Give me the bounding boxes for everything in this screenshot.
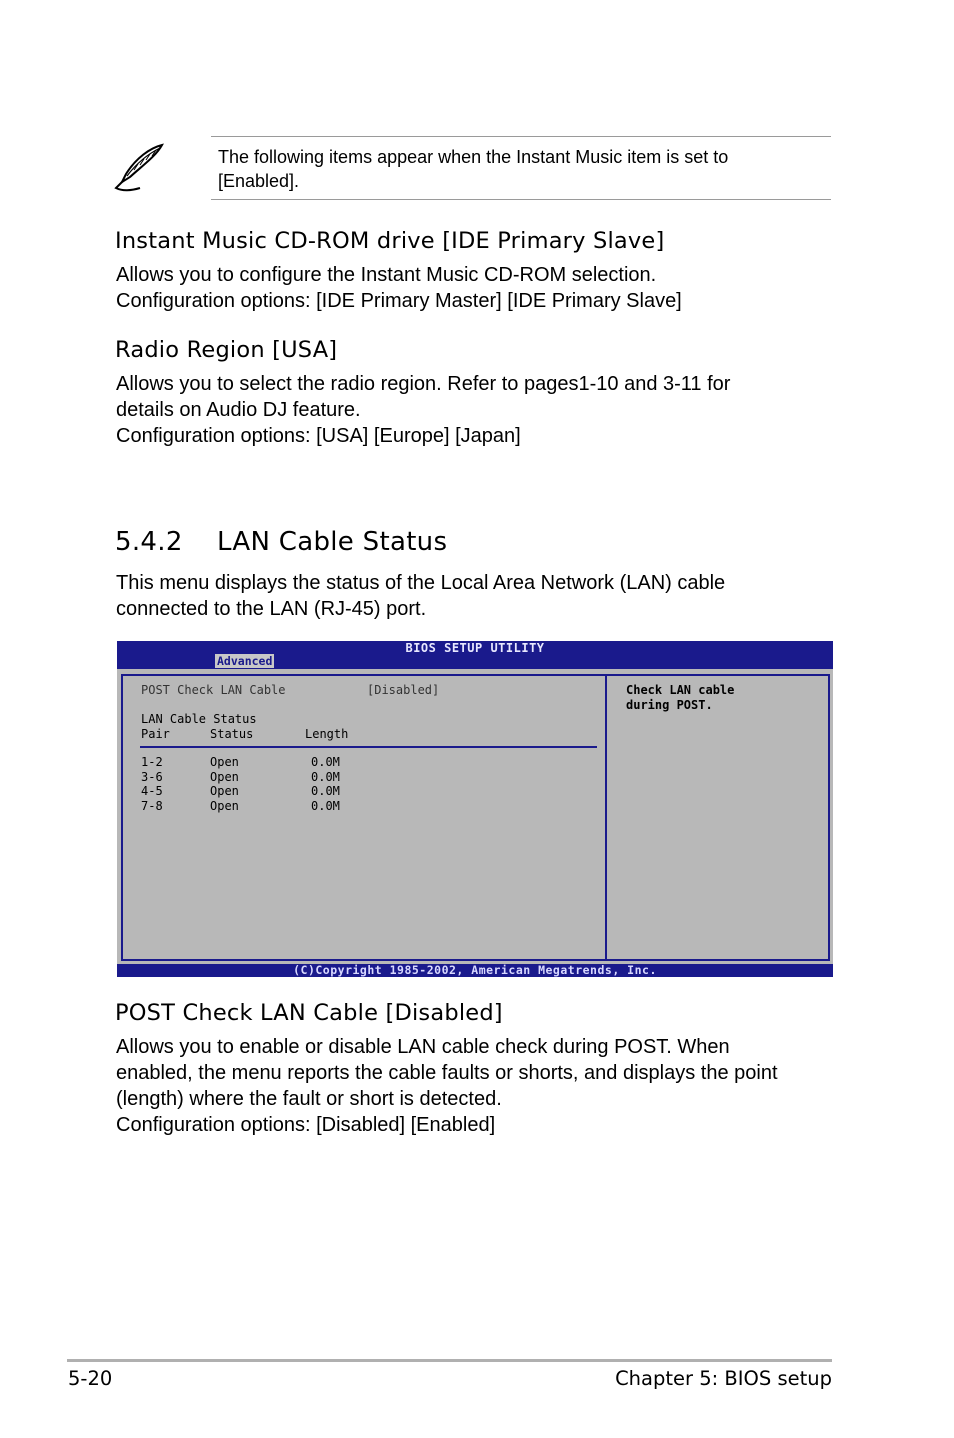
note-line-2: [Enabled].: [218, 171, 300, 191]
bios-header-status: Status: [210, 727, 254, 741]
radio-line-3: Configuration options: [USA] [Europe] [Japan]: [116, 425, 521, 447]
bios-row-length: 0.0M: [311, 784, 340, 798]
radio-description: [116, 371, 836, 449]
radio-line-2: details on Audio DJ feature.: [116, 399, 361, 421]
note-text: [218, 145, 818, 193]
chapter-label: Chapter 5: BIOS setup: [615, 1367, 832, 1390]
bios-header-pair: Pair: [141, 727, 170, 741]
footer-rule: [67, 1359, 832, 1362]
cdrom-description: [116, 262, 836, 314]
post-line-3: (length) where the fault or short is detected.: [116, 1088, 502, 1110]
bios-help-line-1: Check LAN cable: [626, 683, 735, 697]
page-number: 5-20: [68, 1367, 113, 1390]
section-number: 5.4.2: [115, 527, 183, 557]
note-line-1: The following items appear when the Instant Music item is set to: [218, 147, 729, 167]
bios-row-length: 0.0M: [311, 769, 340, 784]
post-description: [116, 1034, 836, 1138]
lan-section-title: [115, 527, 447, 557]
post-line-4: Configuration options: [Disabled] [Enabled]: [116, 1114, 496, 1136]
bios-row-status: Open: [210, 769, 239, 784]
bios-row-pair: 7-8: [141, 798, 163, 813]
post-line-1: Allows you to enable or disable LAN cable check during POST. When: [116, 1036, 730, 1058]
pencil-note-icon: [112, 142, 166, 194]
bios-status-title: LAN Cable Status: [141, 712, 257, 726]
bios-tab-advanced[interactable]: Advanced: [217, 654, 273, 668]
note-top-rule: [211, 136, 831, 137]
bios-help-panel: [605, 674, 830, 961]
post-heading: POST Check LAN Cable [Disabled]: [115, 1000, 503, 1026]
section-heading: LAN Cable Status: [217, 527, 448, 557]
bios-status-bar: [117, 964, 833, 977]
cdrom-line-1: Allows you to configure the Instant Music CD-ROM selection.: [116, 264, 657, 286]
bios-screenshot: [117, 641, 833, 977]
bios-header-length: Length: [305, 727, 349, 741]
cdrom-line-2: Configuration options: [IDE Primary Master] [IDE Primary Slave]: [116, 290, 682, 312]
bios-option-label[interactable]: POST Check LAN Cable: [141, 683, 286, 697]
note-bottom-rule: [211, 199, 831, 200]
bios-row-pair: 1-2: [141, 755, 163, 769]
lan-description: [116, 570, 836, 622]
radio-heading: Radio Region [USA]: [115, 337, 338, 363]
bios-separator: [140, 746, 597, 748]
cdrom-heading: Instant Music CD-ROM drive [IDE Primary Slave]: [115, 228, 665, 254]
lan-line-1: This menu displays the status of the Local Area Network (LAN) cable: [116, 572, 726, 594]
post-line-2: enabled, the menu reports the cable faults or shorts, and displays the point: [116, 1062, 778, 1084]
bios-row-status: Open: [210, 798, 239, 813]
bios-row-status: Open: [210, 755, 239, 769]
bios-help-line-2: during POST.: [626, 697, 713, 712]
bios-row-status: Open: [210, 784, 239, 798]
bios-row-pair: 4-5: [141, 784, 163, 798]
bios-row-pair: 3-6: [141, 769, 163, 784]
bios-copyright: (C)Copyright 1985-2002, American Megatrends, Inc.: [293, 963, 657, 977]
bios-title-bar: [117, 641, 833, 669]
lan-line-2: connected to the LAN (RJ-45) port.: [116, 598, 427, 620]
bios-title: BIOS SETUP UTILITY: [405, 641, 545, 655]
bios-option-value[interactable]: [Disabled]: [367, 683, 440, 697]
bios-row-length: 0.0M: [311, 755, 340, 769]
radio-line-1: Allows you to select the radio region. Refer to pages1-10 and 3-11 for: [116, 373, 731, 395]
bios-row-length: 0.0M: [311, 798, 340, 813]
